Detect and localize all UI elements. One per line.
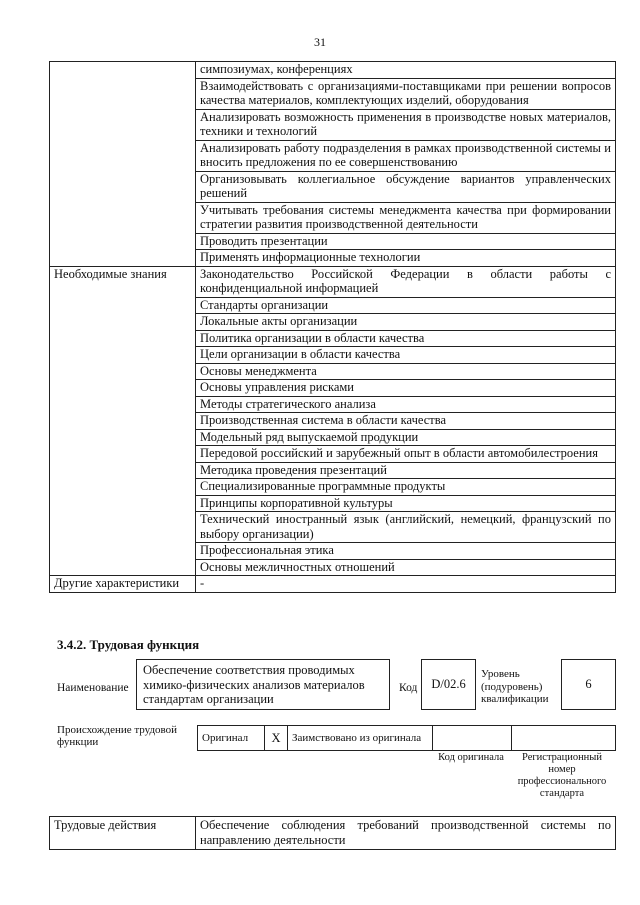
skill-row: Проводить презентации xyxy=(196,233,616,250)
knowledge-row: Модельный ряд выпускаемой продукции xyxy=(196,429,616,446)
code-label: Код xyxy=(399,682,418,694)
knowledge-row: Локальные акты организации xyxy=(196,314,616,331)
knowledge-label: Необходимые знания xyxy=(50,266,196,576)
origin-label: Происхождение трудовой функции xyxy=(57,724,178,748)
other-characteristics-value: - xyxy=(196,576,616,593)
skills-knowledge-table xyxy=(49,61,616,593)
knowledge-row: Методы стратегического анализа xyxy=(196,396,616,413)
section-title: 3.4.2. Трудовая функция xyxy=(57,637,200,652)
knowledge-row: Профессиональная этика xyxy=(196,543,616,560)
name-label: Наименование xyxy=(57,682,129,694)
registration-number-cell xyxy=(512,726,616,751)
level-value-box: 6 xyxy=(561,659,616,710)
code-original-caption: Код оригинала xyxy=(438,752,504,763)
skill-row: Применять информационные технологии xyxy=(196,250,616,267)
registration-number-caption: Регистрационный номер профессионального стандарта xyxy=(517,752,607,799)
original-code-cell xyxy=(433,726,512,751)
knowledge-row: Технический иностранный язык (английский, немецкий, французский по выбору организации) xyxy=(196,512,616,543)
skill-row: Анализировать работу подразделения в рамках производственной системы и вносить предложения по ее совершенствованию xyxy=(196,140,616,171)
original-label: Оригинал xyxy=(198,726,265,751)
original-mark: X xyxy=(265,726,288,751)
knowledge-row: Стандарты организации xyxy=(196,297,616,314)
knowledge-row: Производственная система в области качества xyxy=(196,413,616,430)
knowledge-row: Специализированные программные продукты xyxy=(196,479,616,496)
knowledge-row: Принципы корпоративной культуры xyxy=(196,495,616,512)
knowledge-row: Основы менеджмента xyxy=(196,363,616,380)
other-characteristics-label: Другие характеристики xyxy=(50,576,196,593)
function-name-box: Обеспечение соответствия проводимых химико-физических анализов материалов стандартам организации xyxy=(136,659,390,710)
borrowed-label: Заимствовано из оригинала xyxy=(288,726,433,751)
knowledge-row: Основы управления рисками xyxy=(196,380,616,397)
skills-label-cell xyxy=(50,62,196,267)
labor-actions-value: Обеспечение соблюдения требований производственной системы по направлению деятельности xyxy=(196,817,616,850)
knowledge-row: Основы межличностных отношений xyxy=(196,559,616,576)
skill-row: симпозиумах, конференциях xyxy=(196,62,616,79)
knowledge-row: Методика проведения презентаций xyxy=(196,462,616,479)
labor-actions-table xyxy=(49,816,616,850)
skill-row: Организовывать коллегиальное обсуждение вариантов управленческих решений xyxy=(196,171,616,202)
level-label: Уровень (подуровень) квалификации xyxy=(481,668,549,705)
skill-row: Взаимодействовать с организациями-поставщиками при решении вопросов качества материалов, комплектующих изделий, оборудования xyxy=(196,78,616,109)
knowledge-row: Политика организации в области качества xyxy=(196,330,616,347)
knowledge-row: Цели организации в области качества xyxy=(196,347,616,364)
labor-actions-label: Трудовые действия xyxy=(50,817,196,850)
knowledge-row: Передовой российский и зарубежный опыт в области автомобилестроения xyxy=(196,446,616,463)
code-value-box: D/02.6 xyxy=(421,659,476,710)
page-number: 31 xyxy=(314,35,326,49)
skill-row: Анализировать возможность применения в производстве новых материалов, техники и технологий xyxy=(196,109,616,140)
origin-table xyxy=(197,725,616,751)
knowledge-row: Законодательство Российской Федерации в области работы с конфиденциальной информацией xyxy=(196,266,616,297)
skill-row: Учитывать требования системы менеджмента качества при формировании стратегии развития производственной деятельности xyxy=(196,202,616,233)
